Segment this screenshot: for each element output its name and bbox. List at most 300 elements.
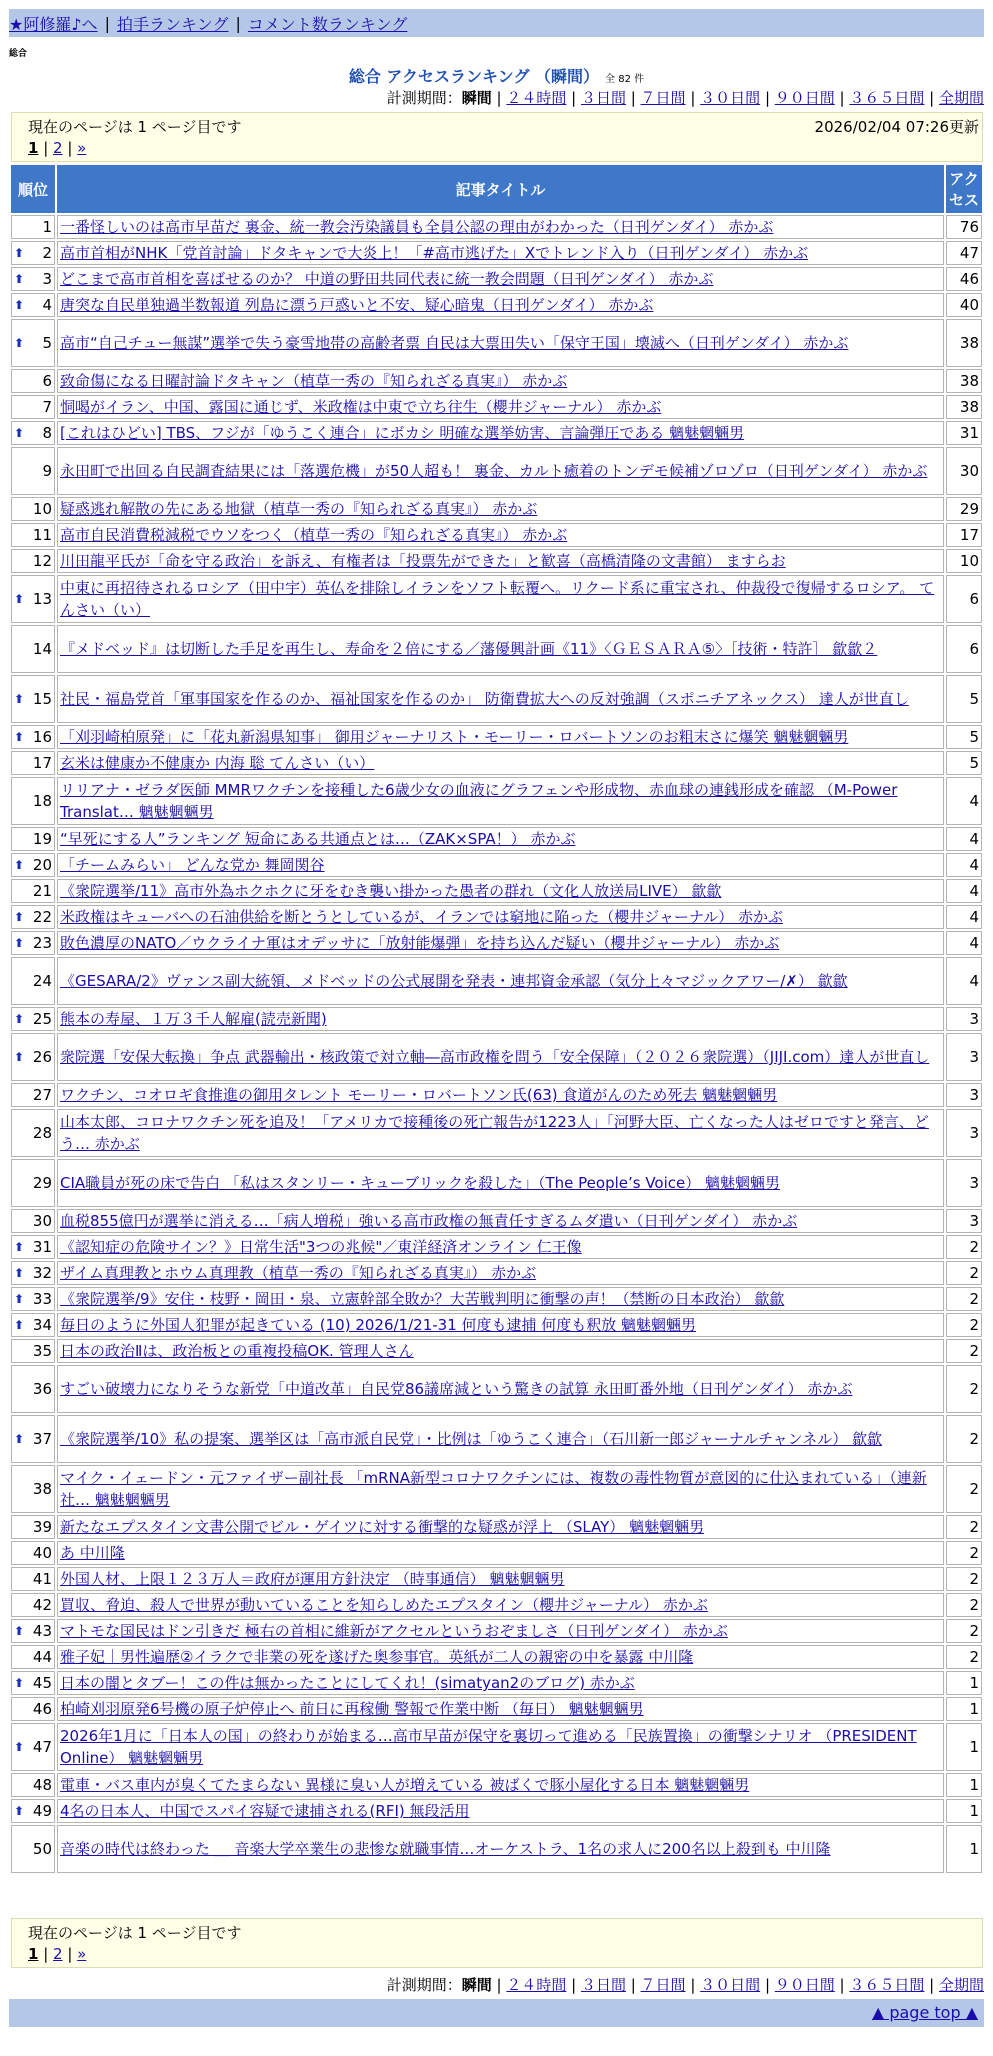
access-count: 4 (946, 827, 982, 851)
up-arrow-icon: ⬆ (14, 1804, 25, 1818)
period-separator: | (924, 89, 939, 107)
access-count: 2 (946, 1541, 982, 1565)
rank-number: 22 (32, 908, 52, 926)
rank-cell (11, 1697, 55, 1721)
article-link[interactable]: 「刈羽崎柏原発」に「花丸新潟県知事」 御用ジャーナリスト・モーリー・ロバートソンのお粗末さに爆笑 魑魅魍魎男 (60, 728, 849, 746)
period-separator: | (760, 1976, 775, 1994)
article-link[interactable]: 音楽の時代は終わった ＿ 音楽大学卒業生の悲惨な就職事情…オーケストラ、1名の求人に200名以上殺到も 中川隆 (60, 1840, 831, 1858)
rank-cell (11, 1083, 55, 1107)
rank-number: 25 (32, 1010, 52, 1028)
rank-cell (11, 523, 55, 547)
up-arrow-icon: ⬆ (14, 1012, 25, 1026)
article-link[interactable]: 永田町で出回る自民調査結果には「落選危機」が50人超も！ 裏金、カルト癒着のトンデモ候補ゾロゾロ（日刊ゲンダイ） 赤かぶ (60, 462, 928, 480)
rank-cell (11, 575, 55, 623)
rank-number: 46 (32, 1700, 52, 1718)
access-count: 47 (946, 241, 982, 265)
rank-cell (11, 827, 55, 851)
up-arrow-icon: ⬆ (14, 246, 25, 260)
rank-cell (11, 215, 55, 239)
title-cell (57, 1339, 944, 1363)
page-top-link[interactable]: ▲ page top ▲ (871, 2003, 978, 2022)
article-link[interactable]: 社民・福島党首「軍事国家を作るのか、福祉国家を作るのか」 防衛費拡大への反対強調（スポニチアネックス） 達人が世直し (60, 690, 909, 708)
ranking-row (11, 905, 982, 929)
article-link[interactable]: マトモな国民はドン引きだ 極右の首相に維新がアクセルというおぞましさ（日刊ゲンダイ） 赤かぶ (60, 1622, 728, 1640)
rank-number: 30 (32, 1212, 52, 1230)
rank-number: 28 (32, 1124, 52, 1142)
rank-number: 49 (32, 1802, 52, 1820)
next-page-link[interactable]: » (77, 139, 87, 157)
period-option[interactable]: 全期間 (938, 1976, 984, 1994)
up-arrow-icon: ⬆ (14, 910, 25, 924)
title-cell (57, 1593, 944, 1617)
rank-number: 35 (32, 1342, 52, 1360)
ranking-row (11, 1415, 982, 1463)
access-count: 1 (946, 1723, 982, 1771)
page-link-1[interactable]: 1 (28, 139, 39, 157)
rank-number: 1 (42, 218, 52, 236)
title-cell (57, 675, 944, 723)
period-option[interactable]: ３６５日間 (849, 1976, 925, 1994)
access-count: 38 (946, 369, 982, 393)
access-count: 5 (946, 675, 982, 723)
title-cell (57, 395, 944, 419)
access-count: 38 (946, 395, 982, 419)
period-separator: | (491, 1976, 507, 1994)
article-link[interactable]: CIA職員が死の床で告白 「私はスタンリー・キューブリックを殺した」（The People’s Voice） 魑魅魍魎男 (60, 1174, 781, 1192)
period-option[interactable]: ９０日間 (774, 89, 835, 107)
rank-number: 44 (32, 1648, 52, 1666)
access-count: 2 (946, 1339, 982, 1363)
rank-cell (11, 1465, 55, 1513)
article-link[interactable]: すごい破壊力になりそうな新党「中道改革」自民党86議席減という驚きの試算 永田町番外地（日刊ゲンダイ） 赤かぶ (60, 1380, 853, 1398)
article-link[interactable]: 柏崎刈羽原発6号機の原子炉停止へ 前日に再稼働 警報で作業中断 （毎日） 魑魅魍魎男 (60, 1700, 644, 1718)
article-link[interactable]: 『メドベッド』は切断した手足を再生し、寿命を２倍にする／藩優興計画《11》〈ＧＥＳＡＲＡ⑤〉［技術・特許］ 歙歙２ (60, 640, 878, 658)
title-cell (57, 1033, 944, 1081)
up-arrow-icon: ⬆ (14, 272, 25, 286)
title-cell (57, 777, 944, 825)
ranking-row (11, 1593, 982, 1617)
rank-cell (11, 241, 55, 265)
period-option[interactable]: ９０日間 (774, 1976, 835, 1994)
rank-cell (11, 1645, 55, 1669)
article-link[interactable]: 敗色濃厚のNATO／ウクライナ軍はオデッサに「放射能爆弾」を持ち込んだ疑い（櫻井ジャーナル） 赤かぶ (60, 934, 780, 952)
title-cell (57, 1671, 944, 1695)
ranking-row (11, 1235, 982, 1259)
access-count: 3 (946, 1209, 982, 1233)
period-option[interactable]: 全期間 (938, 89, 984, 107)
title-cell (57, 421, 944, 445)
page-link-2[interactable]: 2 (53, 139, 63, 157)
article-link[interactable]: 2026年1月に「日本人の国」の終わりが始まる…高市早苗が保守を裏切って進める「民族置換」の衝撃シナリオ （PRESIDENT Online） 魑魅魍魎男 (60, 1727, 917, 1767)
title-cell (57, 369, 944, 393)
rank-number: 41 (32, 1570, 52, 1588)
period-option[interactable]: ７日間 (640, 1976, 686, 1994)
period-option[interactable]: ７日間 (640, 89, 686, 107)
title-cell (57, 957, 944, 1005)
ranking-row (11, 215, 982, 239)
period-separator: | (566, 89, 581, 107)
ranking-row (11, 1541, 982, 1565)
rank-number: 8 (42, 424, 52, 442)
article-link[interactable]: 致命傷になる日曜討論ドタキャン（植草一秀の『知られざる真実』） 赤かぶ (60, 372, 568, 390)
up-arrow-icon: ⬆ (14, 298, 25, 312)
ranking-row (11, 1515, 982, 1539)
title-cell (57, 1007, 944, 1031)
access-count: 76 (946, 215, 982, 239)
access-count: 46 (946, 267, 982, 291)
access-count: 3 (946, 1159, 982, 1207)
access-count: 4 (946, 853, 982, 877)
rank-number: 10 (32, 500, 52, 518)
ranking-row (11, 421, 982, 445)
rank-cell (11, 1033, 55, 1081)
ranking-title: 総合 アクセスランキング （瞬間） (348, 67, 600, 86)
rank-cell (11, 1209, 55, 1233)
article-link[interactable]: あ 中川隆 (60, 1544, 125, 1562)
access-count: 3 (946, 1109, 982, 1157)
up-arrow-icon: ⬆ (14, 692, 25, 706)
rank-cell (11, 319, 55, 367)
article-link[interactable]: 4名の日本人、中国でスパイ容疑で逮捕される(RFI) 無段活用 (60, 1802, 470, 1820)
rank-cell (11, 853, 55, 877)
rank-cell (11, 931, 55, 955)
up-arrow-icon: ⬆ (14, 1740, 25, 1754)
rank-number: 23 (32, 934, 52, 952)
rank-number: 37 (32, 1430, 52, 1448)
title-cell (57, 827, 944, 851)
rank-number: 26 (32, 1048, 52, 1066)
ranking-row (11, 827, 982, 851)
rank-number: 42 (32, 1596, 52, 1614)
period-option[interactable]: ３０日間 (700, 1976, 761, 1994)
period-separator: | (760, 89, 775, 107)
rank-number: 15 (32, 690, 52, 708)
access-count: 29 (946, 497, 982, 521)
article-link[interactable]: 毎日のように外国人犯罪が起きている (10) 2026/1/21-31 何度も逮捕 何度も釈放 魑魅魍魎男 (60, 1316, 697, 1334)
rank-cell (11, 1541, 55, 1565)
ranking-row (11, 625, 982, 673)
rank-number: 34 (32, 1316, 52, 1334)
access-count: 3 (946, 1007, 982, 1031)
page-link-2[interactable]: 2 (53, 1945, 63, 1963)
ranking-row (11, 575, 982, 623)
article-link[interactable]: 日本の政治Ⅱは、政治板との重複投稿OK. 管理人さん (60, 1342, 414, 1360)
pager-bottom (11, 1918, 983, 1968)
ranking-row (11, 1261, 982, 1285)
ranking-row (11, 1339, 982, 1363)
access-count: 2 (946, 1645, 982, 1669)
rank-cell (11, 1159, 55, 1207)
title-cell (57, 1235, 944, 1259)
rank-cell (11, 1593, 55, 1617)
access-count: 2 (946, 1619, 982, 1643)
ranking-row (11, 1033, 982, 1081)
rank-number: 43 (32, 1622, 52, 1640)
rank-cell (11, 369, 55, 393)
rank-cell (11, 1339, 55, 1363)
title-cell (57, 549, 944, 573)
title-cell (57, 1313, 944, 1337)
ranking-row (11, 1697, 982, 1721)
access-count: 2 (946, 1287, 982, 1311)
up-arrow-icon: ⬆ (14, 1240, 25, 1254)
access-count: 4 (946, 879, 982, 903)
access-count: 4 (946, 957, 982, 1005)
period-option: 瞬間 (461, 1976, 492, 1994)
rank-cell (11, 1287, 55, 1311)
rank-number: 7 (42, 398, 52, 416)
article-link[interactable]: 「チームみらい」 どんな党か 舞岡関谷 (60, 856, 325, 874)
access-count: 2 (946, 1365, 982, 1413)
ranking-row (11, 957, 982, 1005)
ranking-row (11, 497, 982, 521)
next-page-link[interactable]: » (77, 1945, 87, 1963)
article-link[interactable]: どこまで高市首相を喜ばせるのか？ 中道の野田共同代表に統一教会問題（日刊ゲンダイ） 赤かぶ (60, 270, 714, 288)
title-cell (57, 497, 944, 521)
access-count: 2 (946, 1465, 982, 1513)
rank-number: 9 (42, 462, 52, 480)
article-link[interactable]: 《衆院選挙/11》高市外為ホクホクに牙をむき襲い掛かった愚者の群れ（文化人放送局LIVE） 歙歙 (60, 882, 722, 900)
title-cell (57, 319, 944, 367)
ranking-row (11, 1799, 982, 1823)
title-cell (57, 267, 944, 291)
title-cell (57, 879, 944, 903)
rank-number: 24 (32, 972, 52, 990)
title-cell (57, 241, 944, 265)
article-link[interactable]: 雅子妃｜男性遍歴②イラクで非業の死を遂げた奥参事官。英紙が二人の親密の中を暴露 中川隆 (60, 1648, 694, 1666)
rank-number: 5 (42, 334, 52, 352)
period-separator: | (625, 89, 641, 107)
period-separator: | (834, 1976, 850, 1994)
article-link[interactable]: ザイム真理教とホウム真理教（植草一秀の『知られざる真実』） 赤かぶ (60, 1264, 537, 1282)
article-link[interactable]: 高市首相がNHK「党首討論」ドタキャンで大炎上！「#高市逃げた」Xでトレンド入り（日刊ゲンダイ） 赤かぶ (60, 244, 809, 262)
rank-number: 13 (32, 590, 52, 608)
ranking-table (9, 163, 984, 1875)
page-title (0, 64, 993, 87)
rank-cell (11, 625, 55, 673)
access-count: 1 (946, 1671, 982, 1695)
title-cell (57, 1287, 944, 1311)
current-page-text: 現在のページは 1 ページ目です (28, 1924, 242, 1942)
article-link[interactable]: 買収、脅迫、殺人で世界が動いていることを知らしめたエプスタイン（櫻井ジャーナル） 赤かぶ (60, 1596, 708, 1614)
ranking-row (11, 931, 982, 955)
title-cell (57, 1109, 944, 1157)
period-option[interactable]: ３６５日間 (849, 89, 925, 107)
article-link[interactable]: 日本の闇とタブー！この件は無かったことにしてくれ！(simatyan2のブログ) 赤かぶ (60, 1674, 635, 1692)
rank-number: 19 (32, 830, 52, 848)
page-link-1[interactable]: 1 (28, 1945, 39, 1963)
article-link[interactable]: 恫喝がイラン、中国、露国に通じず、米政権は中東で立ち往生（櫻井ジャーナル） 赤かぶ (60, 398, 662, 416)
period-separator: | (834, 89, 850, 107)
article-link[interactable]: 一番怪しいのは高市早苗だ 裏金、統一教会汚染議員も全員公認の理由がわかった（日刊ゲンダイ） 赤かぶ (60, 218, 774, 236)
ranking-row (11, 1083, 982, 1107)
col-title-header: 記事タイトル (57, 165, 944, 213)
access-count: 1 (946, 1825, 982, 1873)
rank-cell (11, 1723, 55, 1771)
access-count: 4 (946, 931, 982, 955)
article-link[interactable]: 中東に再招待されるロシア（田中宇）英仏を排除しイランをソフト転覆へ。リクード系に重宝され、仲裁役で復帰するロシア。 てんさい（い） (60, 579, 935, 619)
period-selector-top (387, 87, 984, 108)
title-cell (57, 575, 944, 623)
article-link[interactable]: “早死にする人”ランキング 短命にある共通点とは…（ZAK×SPA！） 赤かぶ (60, 830, 576, 848)
rank-number: 31 (32, 1238, 52, 1256)
title-cell (57, 1465, 944, 1513)
access-count: 2 (946, 1313, 982, 1337)
title-cell (57, 751, 944, 775)
ranking-row (11, 1313, 982, 1337)
title-cell (57, 1567, 944, 1591)
access-count: 17 (946, 523, 982, 547)
article-link[interactable]: ワクチン、コオロギ食推進の御用タレント モーリー・ロバートソン氏(63) 食道がんのため死去 魑魅魍魎男 (60, 1086, 778, 1104)
article-link[interactable]: 熊本の寿屋、１万３千人解雇(読売新聞) (60, 1010, 327, 1028)
rank-number: 32 (32, 1264, 52, 1282)
access-count: 2 (946, 1235, 982, 1259)
title-cell (57, 931, 944, 955)
rank-cell (11, 421, 55, 445)
rank-cell (11, 1671, 55, 1695)
rank-number: 39 (32, 1518, 52, 1536)
nav-separator: | (104, 13, 110, 33)
rank-cell (11, 957, 55, 1005)
article-link[interactable]: マイク・イェードン・元ファイザー副社長 「mRNA新型コロナワクチンには、複数の毒性物質が意図的に仕込まれている」（連新社… 魑魅魍魎男 (60, 1469, 927, 1509)
up-arrow-icon: ⬆ (14, 1676, 25, 1690)
rank-cell (11, 447, 55, 495)
access-count: 1 (946, 1799, 982, 1823)
title-cell (57, 215, 944, 239)
ranking-row (11, 1825, 982, 1873)
rank-cell (11, 1515, 55, 1539)
ranking-row (11, 879, 982, 903)
title-cell (57, 1515, 944, 1539)
rank-number: 12 (32, 552, 52, 570)
period-selector-bottom (387, 1974, 984, 1995)
title-cell (57, 1799, 944, 1823)
rank-number: 40 (32, 1544, 52, 1562)
up-arrow-icon: ⬆ (14, 730, 25, 744)
access-count: 1 (946, 1697, 982, 1721)
article-link[interactable]: リリアナ・ゼラダ医師 MMRワクチンを接種した6歳少女の血液にグラフェンや形成物、赤血球の連銭形成を確認 （M-Power Translat… 魑魅魍魎男 (60, 781, 898, 821)
title-cell (57, 523, 944, 547)
page-links: 1 | 2 | » (28, 139, 87, 157)
section-label: 総合 (9, 49, 28, 59)
period-label: 計測期間： (386, 1976, 462, 1994)
article-link[interactable]: 新たなエプスタイン文書公開でビル・ゲイツに対する衝撃的な疑惑が浮上 （SLAY） 魑魅魍魎男 (60, 1518, 705, 1536)
article-link[interactable]: 米政権はキューバへの石油供給を断とうとしているが、イランでは窮地に陥った（櫻井ジャーナル） 赤かぶ (60, 908, 783, 926)
article-link[interactable]: 血税855億円が選挙に消える…「病人増税」強いる高市政権の無責任すぎるムダ遣い（日刊ゲンダイ） 赤かぶ (60, 1212, 798, 1230)
access-count: 2 (946, 1567, 982, 1591)
rank-number: 21 (32, 882, 52, 900)
rank-cell (11, 1619, 55, 1643)
article-link[interactable]: 玄米は健康か不健康か 内海 聡 てんさい（い） (60, 754, 375, 772)
access-count: 1 (946, 1773, 982, 1797)
title-cell (57, 1415, 944, 1463)
ranking-row (11, 777, 982, 825)
title-cell (57, 1365, 944, 1413)
rank-cell (11, 1799, 55, 1823)
title-cell (57, 1541, 944, 1565)
article-link[interactable]: 高市“自己チュー無謀”選挙で失う豪雪地帯の高齢者票 自民は大票田失い「保守王国」壊滅へ（日刊ゲンダイ） 赤かぶ (60, 334, 849, 352)
article-link[interactable]: 衆院選「安保大転換」争点 武器輸出・核政策で対立軸―高市政権を問う「安全保障」（２０２６衆院選）（JIJI.com）達人が世直し (60, 1048, 930, 1066)
up-arrow-icon: ⬆ (14, 336, 25, 350)
up-arrow-icon: ⬆ (14, 858, 25, 872)
period-separator: | (685, 89, 701, 107)
access-count: 2 (946, 1593, 982, 1617)
up-arrow-icon: ⬆ (14, 1624, 25, 1638)
ranking-row (11, 319, 982, 367)
rank-number: 27 (32, 1086, 52, 1104)
title-cell (57, 1209, 944, 1233)
period-option[interactable]: ３日間 (580, 1976, 626, 1994)
total-count: 全 82 件 (605, 74, 645, 85)
rank-number: 20 (32, 856, 52, 874)
period-option[interactable]: ３日間 (580, 89, 626, 107)
period-option: 瞬間 (461, 89, 492, 107)
article-link[interactable]: [これはひどい] TBS、フジが「ゆうこく連合」にボカシ 明確な選挙妨害、言論弾圧である 魑魅魍魎男 (60, 424, 745, 442)
period-option[interactable]: ２４時間 (506, 1976, 567, 1994)
ranking-row (11, 853, 982, 877)
article-link[interactable]: 外国人材、上限１２３万人＝政府が運用方針決定 （時事通信） 魑魅魍魎男 (60, 1570, 565, 1588)
nav-separator: | (235, 13, 241, 33)
rank-number: 2 (42, 244, 52, 262)
up-arrow-icon: ⬆ (14, 1318, 25, 1332)
article-link[interactable]: 唐突な自民単独過半数報道 列島に漂う戸惑いと不安、疑心暗鬼（日刊ゲンダイ） 赤かぶ (60, 296, 654, 314)
rank-cell (11, 1567, 55, 1591)
article-link[interactable]: 電車・バス車内が臭くてたまらない 異様に臭い人が増えている 被ばくで豚小屋化する日本 魑魅魍魎男 (60, 1776, 750, 1794)
period-option[interactable]: ３０日間 (700, 89, 761, 107)
ranking-row (11, 369, 982, 393)
ranking-row (11, 1159, 982, 1207)
current-page-text: 現在のページは 1 ページ目です (28, 118, 242, 136)
comment-ranking-link[interactable]: コメント数ランキング (247, 14, 408, 34)
title-cell (57, 625, 944, 673)
clap-ranking-link[interactable]: 拍手ランキング (116, 14, 229, 34)
access-count: 31 (946, 421, 982, 445)
title-cell (57, 725, 944, 749)
period-separator: | (566, 1976, 581, 1994)
up-arrow-icon: ⬆ (14, 936, 25, 950)
article-link[interactable]: 《認知症の危険サイン？》日常生活"3つの兆候"／東洋経済オンライン 仁王像 (60, 1238, 582, 1256)
access-count: 10 (946, 549, 982, 573)
period-option[interactable]: ２４時間 (506, 89, 567, 107)
up-arrow-icon: ⬆ (14, 592, 25, 606)
access-count: 2 (946, 1261, 982, 1285)
title-cell (57, 1159, 944, 1207)
rank-number: 45 (32, 1674, 52, 1692)
article-link[interactable]: 高市自民消費税減税でウソをつく（植草一秀の『知られざる真実』） 赤かぶ (60, 526, 568, 544)
rank-cell (11, 725, 55, 749)
article-link[interactable]: 山本太郎、コロナワクチン死を追及！「アメリカで接種後の死亡報告が1223人」「河野大臣、亡くなった人はゼロですと発言、どう… 赤かぶ (60, 1113, 929, 1153)
rank-number: 17 (32, 754, 52, 772)
ranking-row (11, 1007, 982, 1031)
up-arrow-icon: ⬆ (14, 1050, 25, 1064)
rank-number: 38 (32, 1480, 52, 1498)
home-link[interactable]: ★阿修羅♪へ (9, 14, 98, 34)
article-link[interactable]: 疑惑逃れ解散の先にある地獄（植草一秀の『知られざる真実』） 赤かぶ (60, 500, 538, 518)
rank-number: 48 (32, 1776, 52, 1794)
article-link[interactable]: 《GESARA/2》ヴァンス副大統領、メドベッドの公式展開を発表・連邦資金承認（気分上々マジックアワー/✗） 歙歙 (60, 972, 848, 990)
rank-number: 33 (32, 1290, 52, 1308)
ranking-row (11, 523, 982, 547)
rank-cell (11, 777, 55, 825)
access-count: 3 (946, 1083, 982, 1107)
article-link[interactable]: 《衆院選挙/9》安住・枝野・岡田・泉、立憲幹部全敗か？大苦戦判明に衝撃の声！（禁断の日本政治） 歙歙 (60, 1290, 785, 1308)
article-link[interactable]: 川田龍平氏が「命を守る政治」を訴え、有権者は「投票先ができた」と歓喜（高橋清隆の文書館） ますらお (60, 552, 786, 570)
rank-cell (11, 1773, 55, 1797)
rank-number: 36 (32, 1380, 52, 1398)
title-cell (57, 1773, 944, 1797)
article-link[interactable]: 《衆院選挙/10》私の提案、選挙区は「高市派自民党」・比例は「ゆうこく連合」（石川新一郎ジャーナルチャンネル） 歙歙 (60, 1430, 882, 1448)
rank-cell (11, 1261, 55, 1285)
